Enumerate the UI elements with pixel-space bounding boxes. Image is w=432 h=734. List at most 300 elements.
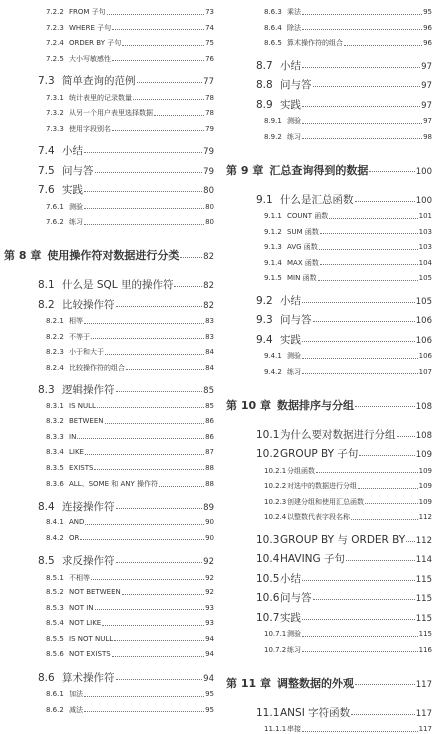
toc-subsection-entry (264, 724, 432, 734)
toc-leader-dots (302, 580, 415, 581)
toc-leader-dots (85, 454, 204, 455)
toc-entry-number: 9.4.2 (264, 367, 282, 376)
toc-subsection-entry (46, 402, 214, 410)
toc-leader-dots (302, 731, 418, 732)
toc-subsection-entry (46, 689, 214, 699)
toc-entry-number: 第 9 章 (226, 163, 264, 177)
toc-entry-number: 8.6.5 (264, 39, 282, 47)
toc-entry-number: 7.3.3 (46, 124, 64, 133)
toc-entry-title: 练习 (69, 218, 83, 226)
toc-leader-dots (406, 541, 415, 542)
toc-entry-page-number: 73 (205, 8, 214, 16)
toc-entry-title: MAX 函数 (287, 258, 319, 267)
toc-entry-title: 从另一个用户表里选择数据 (69, 109, 153, 117)
toc-leader-dots (329, 218, 417, 219)
toc-entry-number: 7.5 (38, 164, 55, 177)
toc-entry-number: 7.6 (38, 184, 55, 196)
toc-entry-number: 7.3.2 (46, 109, 64, 117)
toc-subsection-entry (46, 588, 214, 596)
toc-entry-number: 11.1.1 (264, 725, 287, 733)
toc-leader-dots (95, 172, 203, 173)
toc-leader-dots (116, 391, 203, 392)
toc-leader-dots (302, 29, 422, 30)
toc-leader-dots (318, 280, 418, 281)
toc-leader-dots (116, 562, 203, 563)
toc-entry-page-number: 98 (423, 132, 432, 141)
toc-section-entry (38, 670, 214, 685)
toc-entry-number: 9.1.5 (264, 274, 282, 282)
toc-entry-page-number: 106 (418, 352, 432, 360)
toc-entry-page-number: 104 (418, 258, 432, 267)
toc-entry-page-number: 97 (421, 61, 432, 72)
toc-entry-title: 对选中的数据进行分组 (287, 482, 357, 490)
toc-leader-dots (95, 609, 205, 610)
toc-subsection-entry (46, 604, 214, 612)
toc-entry-page-number: 97 (421, 100, 432, 111)
toc-leader-dots (344, 45, 422, 46)
toc-entry-title: 什么是汇总函数 (280, 193, 354, 206)
toc-section-entry (256, 332, 432, 347)
toc-leader-dots (84, 208, 204, 209)
toc-entry-title: 问与答 (280, 314, 312, 326)
toc-entry-page-number: 100 (415, 195, 432, 206)
toc-entry-page-number: 115 (418, 630, 432, 638)
toc-leader-dots (126, 369, 204, 370)
toc-leader-dots (112, 656, 204, 657)
toc-entry-title: 小结 (280, 59, 301, 72)
toc-entry-page-number: 88 (205, 463, 214, 472)
toc-entry-number: 8.5.4 (46, 619, 64, 627)
toc-entry-page-number: 84 (205, 348, 214, 356)
toc-entry-title: ALL、SOME 和 ANY 操作符 (69, 480, 158, 488)
toc-leader-dots (316, 472, 418, 473)
toc-leader-dots (302, 651, 418, 652)
toc-entry-number: 10.2.1 (264, 466, 287, 475)
toc-leader-dots (84, 323, 204, 324)
toc-entry-page-number: 96 (423, 23, 432, 32)
toc-entry-title: 小结 (280, 294, 301, 307)
toc-subsection-entry (264, 242, 432, 252)
toc-entry-page-number: 117 (415, 679, 432, 690)
toc-section-entry (256, 532, 432, 547)
toc-leader-dots (320, 233, 418, 234)
toc-entry-page-number: 83 (205, 317, 214, 325)
toc-subsection-entry (264, 351, 432, 361)
toc-entry-number: 9.1 (256, 193, 273, 206)
toc-subsection-entry (46, 316, 214, 326)
toc-entry-title: 小结 (62, 145, 83, 157)
toc-entry-page-number: 95 (205, 690, 214, 698)
toc-entry-page-number: 106 (415, 316, 432, 326)
toc-entry-number: 第 10 章 (226, 398, 271, 412)
toc-entry-title: COUNT 函数 (287, 212, 329, 220)
toc-section-entry (256, 97, 432, 112)
toc-entry-title: HAVING 子句 (280, 553, 346, 565)
toc-section-entry (256, 551, 432, 566)
toc-entry-page-number: 76 (205, 54, 214, 63)
toc-entry-number: 8.2.2 (46, 332, 64, 341)
toc-entry-number: 10.2.3 (264, 497, 287, 506)
toc-entry-page-number: 117 (415, 708, 432, 719)
toc-entry-title: NOT BETWEEN (69, 588, 121, 596)
toc-entry-page-number: 109 (418, 482, 432, 490)
toc-leader-dots (302, 302, 415, 303)
toc-entry-number: 8.3.2 (46, 417, 64, 425)
toc-entry-page-number: 95 (423, 8, 432, 16)
toc-entry-page-number: 92 (203, 557, 214, 567)
toc-entry-number: 8.5.5 (46, 634, 64, 643)
toc-leader-dots (302, 619, 415, 620)
toc-entry-title: 不相等 (69, 573, 90, 582)
toc-entry-number: 7.6.1 (46, 202, 64, 211)
toc-entry-title: 问与答 (280, 79, 312, 91)
toc-entry-title: 为什么要对数据进行分组 (280, 428, 396, 441)
toc-leader-dots (351, 714, 415, 715)
toc-entry-page-number: 115 (415, 594, 432, 604)
toc-entry-page-number: 89 (203, 502, 214, 513)
toc-entry-title: 问与答 (62, 164, 94, 177)
toc-entry-page-number: 80 (203, 186, 214, 196)
toc-subsection-entry (46, 108, 214, 118)
toc-entry-title: 算术操作符的组合 (287, 39, 343, 47)
toc-entry-number: 10.7.1 (264, 630, 287, 638)
toc-leader-dots (122, 594, 204, 595)
toc-subsection-entry (264, 629, 432, 639)
toc-entry-page-number: 88 (205, 480, 214, 488)
toc-entry-page-number: 83 (205, 332, 214, 341)
toc-leader-dots (302, 341, 415, 342)
toc-entry-title: 逻辑操作符 (62, 384, 115, 396)
toc-entry-page-number: 85 (203, 386, 214, 396)
toc-section-entry (38, 277, 214, 292)
toc-leader-dots (84, 696, 204, 697)
toc-entry-number: 7.3.1 (46, 93, 64, 102)
toc-leader-dots (114, 640, 204, 641)
toc-entry-title: NOT IN (69, 603, 94, 612)
toc-section-entry (38, 297, 214, 312)
toc-section-entry (256, 192, 432, 207)
toc-leader-dots (302, 138, 422, 139)
toc-section-entry (256, 58, 432, 73)
toc-leader-dots (359, 455, 414, 456)
toc-entry-title: GROUP BY 与 ORDER BY (280, 533, 406, 546)
toc-leader-dots (355, 406, 415, 407)
toc-entry-page-number: 82 (203, 300, 214, 311)
toc-entry-page-number: 84 (205, 363, 214, 372)
toc-leader-dots (302, 123, 422, 124)
toc-entry-page-number: 114 (415, 555, 432, 565)
toc-entry-number: 7.2.2 (46, 8, 64, 16)
toc-chapter-entry (226, 397, 432, 413)
toc-subsection-entry (46, 464, 214, 472)
toc-entry-title: OR (69, 533, 80, 542)
toc-leader-dots (369, 171, 414, 172)
toc-entry-title: 练习 (287, 367, 301, 376)
toc-entry-number: 8.2.3 (46, 348, 64, 356)
toc-entry-page-number: 103 (418, 227, 432, 236)
toc-subsection-entry (264, 273, 432, 283)
toc-leader-dots (137, 82, 203, 83)
toc-entry-page-number: 79 (205, 124, 214, 133)
toc-entry-page-number: 82 (203, 281, 214, 291)
toc-entry-title: 测验 (287, 352, 301, 360)
toc-subsection-entry (46, 650, 214, 658)
toc-leader-dots (313, 86, 421, 87)
toc-subsection-entry (264, 211, 432, 221)
toc-entry-page-number: 112 (415, 535, 432, 546)
toc-leader-dots (397, 436, 415, 437)
toc-entry-number: 第 11 章 (226, 676, 271, 690)
toc-subsection-entry (264, 7, 432, 17)
toc-section-entry (256, 705, 432, 720)
toc-chapter-entry (226, 675, 432, 691)
toc-entry-title: ORDER BY 子句 (69, 39, 122, 47)
toc-entry-number: 9.3 (256, 314, 273, 326)
toc-entry-title: 以整数代表字段名称 (287, 513, 350, 521)
toc-entry-title: 除法 (287, 23, 301, 32)
toc-chapter-entry (4, 247, 214, 263)
toc-leader-dots (80, 539, 204, 540)
toc-subsection-entry (46, 518, 214, 526)
toc-entry-title: AND (69, 518, 85, 526)
toc-entry-title: 不等于 (69, 332, 90, 341)
toc-section-entry (256, 312, 432, 327)
toc-entry-page-number: 97 (423, 117, 432, 125)
toc-leader-dots (77, 438, 204, 439)
toc-entry-number: 8.3.6 (46, 480, 64, 488)
toc-entry-title: 比较操作符的组合 (69, 363, 125, 372)
toc-entry-number: 10.2.2 (264, 482, 287, 490)
toc-entry-title: 实践 (280, 333, 301, 346)
toc-leader-dots (112, 60, 204, 61)
toc-entry-title: 练习 (287, 132, 301, 141)
toc-entry-number: 8.3.3 (46, 432, 64, 441)
toc-entry-number: 10.2.4 (264, 513, 287, 521)
toc-entry-page-number: 115 (415, 613, 432, 624)
toc-entry-title: 相等 (69, 317, 83, 325)
toc-subsection-entry (264, 227, 432, 237)
toc-entry-title: MIN 函数 (287, 274, 317, 282)
toc-leader-dots (85, 524, 204, 525)
toc-entry-page-number: 100 (415, 166, 432, 177)
toc-subsection-entry (46, 635, 214, 643)
toc-entry-page-number: 78 (205, 93, 214, 102)
toc-leader-dots (302, 14, 422, 15)
toc-subsection-entry (264, 258, 432, 268)
toc-entry-title: 算术操作符 (62, 671, 115, 684)
toc-entry-number: 8.7 (256, 59, 273, 72)
toc-leader-dots (105, 423, 205, 424)
toc-entry-page-number: 94 (205, 650, 214, 658)
toc-leader-dots (133, 99, 204, 100)
toc-entry-page-number: 82 (203, 252, 214, 262)
toc-entry-number: 7.6.2 (46, 218, 64, 226)
toc-leader-dots (91, 338, 204, 339)
toc-subsection-entry (264, 481, 432, 491)
toc-section-entry (256, 446, 432, 461)
toc-subsection-entry (46, 705, 214, 715)
toc-entry-number: 7.2.5 (46, 54, 64, 63)
toc-entry-page-number: 80 (205, 218, 214, 226)
toc-entry-number: 9.1.2 (264, 227, 282, 236)
toc-entry-number: 8.3.4 (46, 448, 64, 456)
toc-subsection-entry (46, 448, 214, 456)
toc-entry-title: 简单查询的范例 (62, 75, 136, 87)
toc-subsection-entry (264, 38, 432, 48)
toc-entry-number: 8.5.2 (46, 588, 64, 596)
toc-leader-dots (302, 358, 418, 359)
toc-subsection-entry (46, 217, 214, 227)
toc-subsection-entry (46, 363, 214, 373)
toc-entry-number: 9.1.3 (264, 243, 282, 251)
toc-entry-page-number: 75 (205, 39, 214, 47)
toc-leader-dots (84, 711, 204, 712)
toc-entry-page-number: 109 (418, 466, 432, 475)
toc-entry-number: 8.6.4 (264, 23, 282, 32)
toc-leader-dots (84, 152, 202, 153)
toc-leader-dots (320, 264, 418, 265)
toc-entry-title: 实践 (280, 611, 301, 624)
toc-leader-dots (97, 407, 204, 408)
toc-entry-page-number: 94 (205, 634, 214, 643)
toc-entry-title: 汇总查询得到的数据 (269, 163, 369, 177)
toc-entry-title: WHERE 子句 (69, 23, 112, 32)
toc-leader-dots (122, 45, 204, 46)
toc-entry-number: 10.3 (256, 533, 280, 546)
toc-entry-number: 8.5.6 (46, 650, 64, 658)
toc-entry-page-number: 79 (203, 147, 214, 157)
toc-entry-title: NOT EXISTS (69, 650, 111, 658)
toc-leader-dots (107, 14, 204, 15)
toc-entry-number: 8.2.1 (46, 317, 64, 325)
toc-leader-dots (84, 224, 204, 225)
toc-entry-title: 测验 (69, 202, 83, 211)
toc-entry-number: 8.4.2 (46, 533, 64, 542)
toc-subsection-entry (46, 417, 214, 425)
toc-entry-page-number: 95 (205, 705, 214, 714)
toc-subsection-entry (46, 433, 214, 441)
toc-entry-page-number: 87 (205, 448, 214, 456)
toc-subsection-entry (46, 573, 214, 583)
toc-subsection-entry (264, 367, 432, 377)
toc-entry-number: 11.1 (256, 706, 280, 719)
toc-entry-title: EXISTS (69, 463, 94, 472)
toc-subsection-entry (264, 116, 432, 126)
toc-entry-title: IS NULL (69, 401, 96, 410)
toc-entry-number: 10.4 (256, 553, 280, 565)
toc-leader-dots (313, 599, 415, 600)
toc-entry-title: 小于和大于 (69, 348, 104, 356)
toc-entry-number: 8.8 (256, 79, 273, 91)
toc-entry-page-number: 97 (421, 81, 432, 91)
toc-entry-page-number: 93 (205, 603, 214, 612)
toc-entry-page-number: 74 (205, 23, 214, 32)
toc-entry-title: 减法 (69, 705, 83, 714)
toc-subsection-entry (46, 479, 214, 489)
toc-entry-number: 8.5 (38, 555, 55, 567)
toc-entry-number: 7.3 (38, 75, 55, 87)
toc-section-entry (38, 182, 214, 197)
toc-leader-dots (180, 257, 202, 258)
toc-entry-title: SUM 函数 (287, 227, 319, 236)
toc-leader-dots (159, 486, 204, 487)
toc-leader-dots (116, 679, 203, 680)
toc-entry-number: 7.2.3 (46, 23, 64, 32)
toc-entry-page-number: 86 (205, 432, 214, 441)
toc-subsection-entry (46, 54, 214, 64)
toc-entry-page-number: 86 (205, 417, 214, 425)
toc-leader-dots (174, 286, 202, 287)
toc-entry-number: 8.5.1 (46, 573, 64, 582)
toc-leader-dots (358, 488, 418, 489)
toc-section-entry (256, 590, 432, 605)
toc-leader-dots (112, 29, 204, 30)
toc-entry-page-number: 105 (415, 296, 432, 307)
toc-entry-title: 调整数据的外观 (276, 676, 354, 690)
toc-leader-dots (116, 508, 203, 509)
toc-leader-dots (355, 684, 415, 685)
toc-entry-page-number: 90 (205, 518, 214, 526)
toc-entry-title: 实践 (62, 184, 83, 196)
toc-entry-title: FROM 子句 (69, 8, 106, 16)
toc-leader-dots (302, 67, 420, 68)
toc-section-entry (256, 293, 432, 308)
toc-leader-dots (105, 354, 204, 355)
toc-entry-title: 分组函数 (287, 466, 315, 475)
toc-entry-number: 8.6.1 (46, 690, 64, 698)
toc-subsection-entry (46, 7, 214, 17)
toc-entry-page-number: 80 (205, 202, 214, 211)
toc-entry-title: 乘法 (287, 8, 301, 16)
toc-entry-number: 8.3.5 (46, 463, 64, 472)
toc-entry-page-number: 78 (205, 109, 214, 117)
toc-entry-title: 问与答 (280, 592, 312, 604)
toc-entry-title: 练习 (287, 645, 301, 654)
toc-entry-page-number: 85 (205, 401, 214, 410)
toc-entry-number: 9.4.1 (264, 352, 282, 360)
toc-entry-number: 10.1 (256, 428, 280, 441)
toc-subsection-entry (264, 466, 432, 476)
toc-subsection-entry (264, 645, 432, 655)
toc-entry-number: 8.3 (38, 384, 55, 396)
toc-subsection-entry (46, 332, 214, 342)
toc-entry-title: ANSI 字符函数 (280, 706, 351, 719)
toc-entry-title: 什么是 SQL 里的操作符 (62, 279, 174, 291)
toc-section-entry (256, 427, 432, 442)
toc-entry-number: 8.9.2 (264, 132, 282, 141)
toc-entry-page-number: 92 (205, 588, 214, 596)
toc-section-entry (38, 499, 214, 514)
toc-entry-number: 8.4 (38, 500, 55, 513)
toc-section-entry (256, 571, 432, 586)
toc-entry-number: 8.4.1 (46, 518, 64, 526)
toc-entry-number: 9.1.4 (264, 258, 282, 267)
toc-subsection-entry (46, 93, 214, 103)
toc-section-entry (38, 382, 214, 397)
toc-entry-page-number: 94 (203, 673, 214, 684)
toc-entry-page-number: 108 (415, 401, 432, 412)
toc-entry-page-number: 117 (418, 725, 432, 733)
toc-entry-title: 测验 (287, 630, 301, 638)
toc-entry-title: 使用操作符对数据进行分类 (47, 249, 180, 262)
toc-subsection-entry (264, 512, 432, 522)
toc-entry-title: 大小写敏感性 (69, 54, 111, 63)
toc-entry-title: 求反操作符 (62, 555, 115, 567)
toc-entry-title: 使用字段别名 (69, 124, 111, 133)
toc-entry-page-number: 79 (203, 166, 214, 177)
toc-leader-dots (94, 469, 204, 470)
toc-entry-number: 第 8 章 (4, 249, 42, 262)
